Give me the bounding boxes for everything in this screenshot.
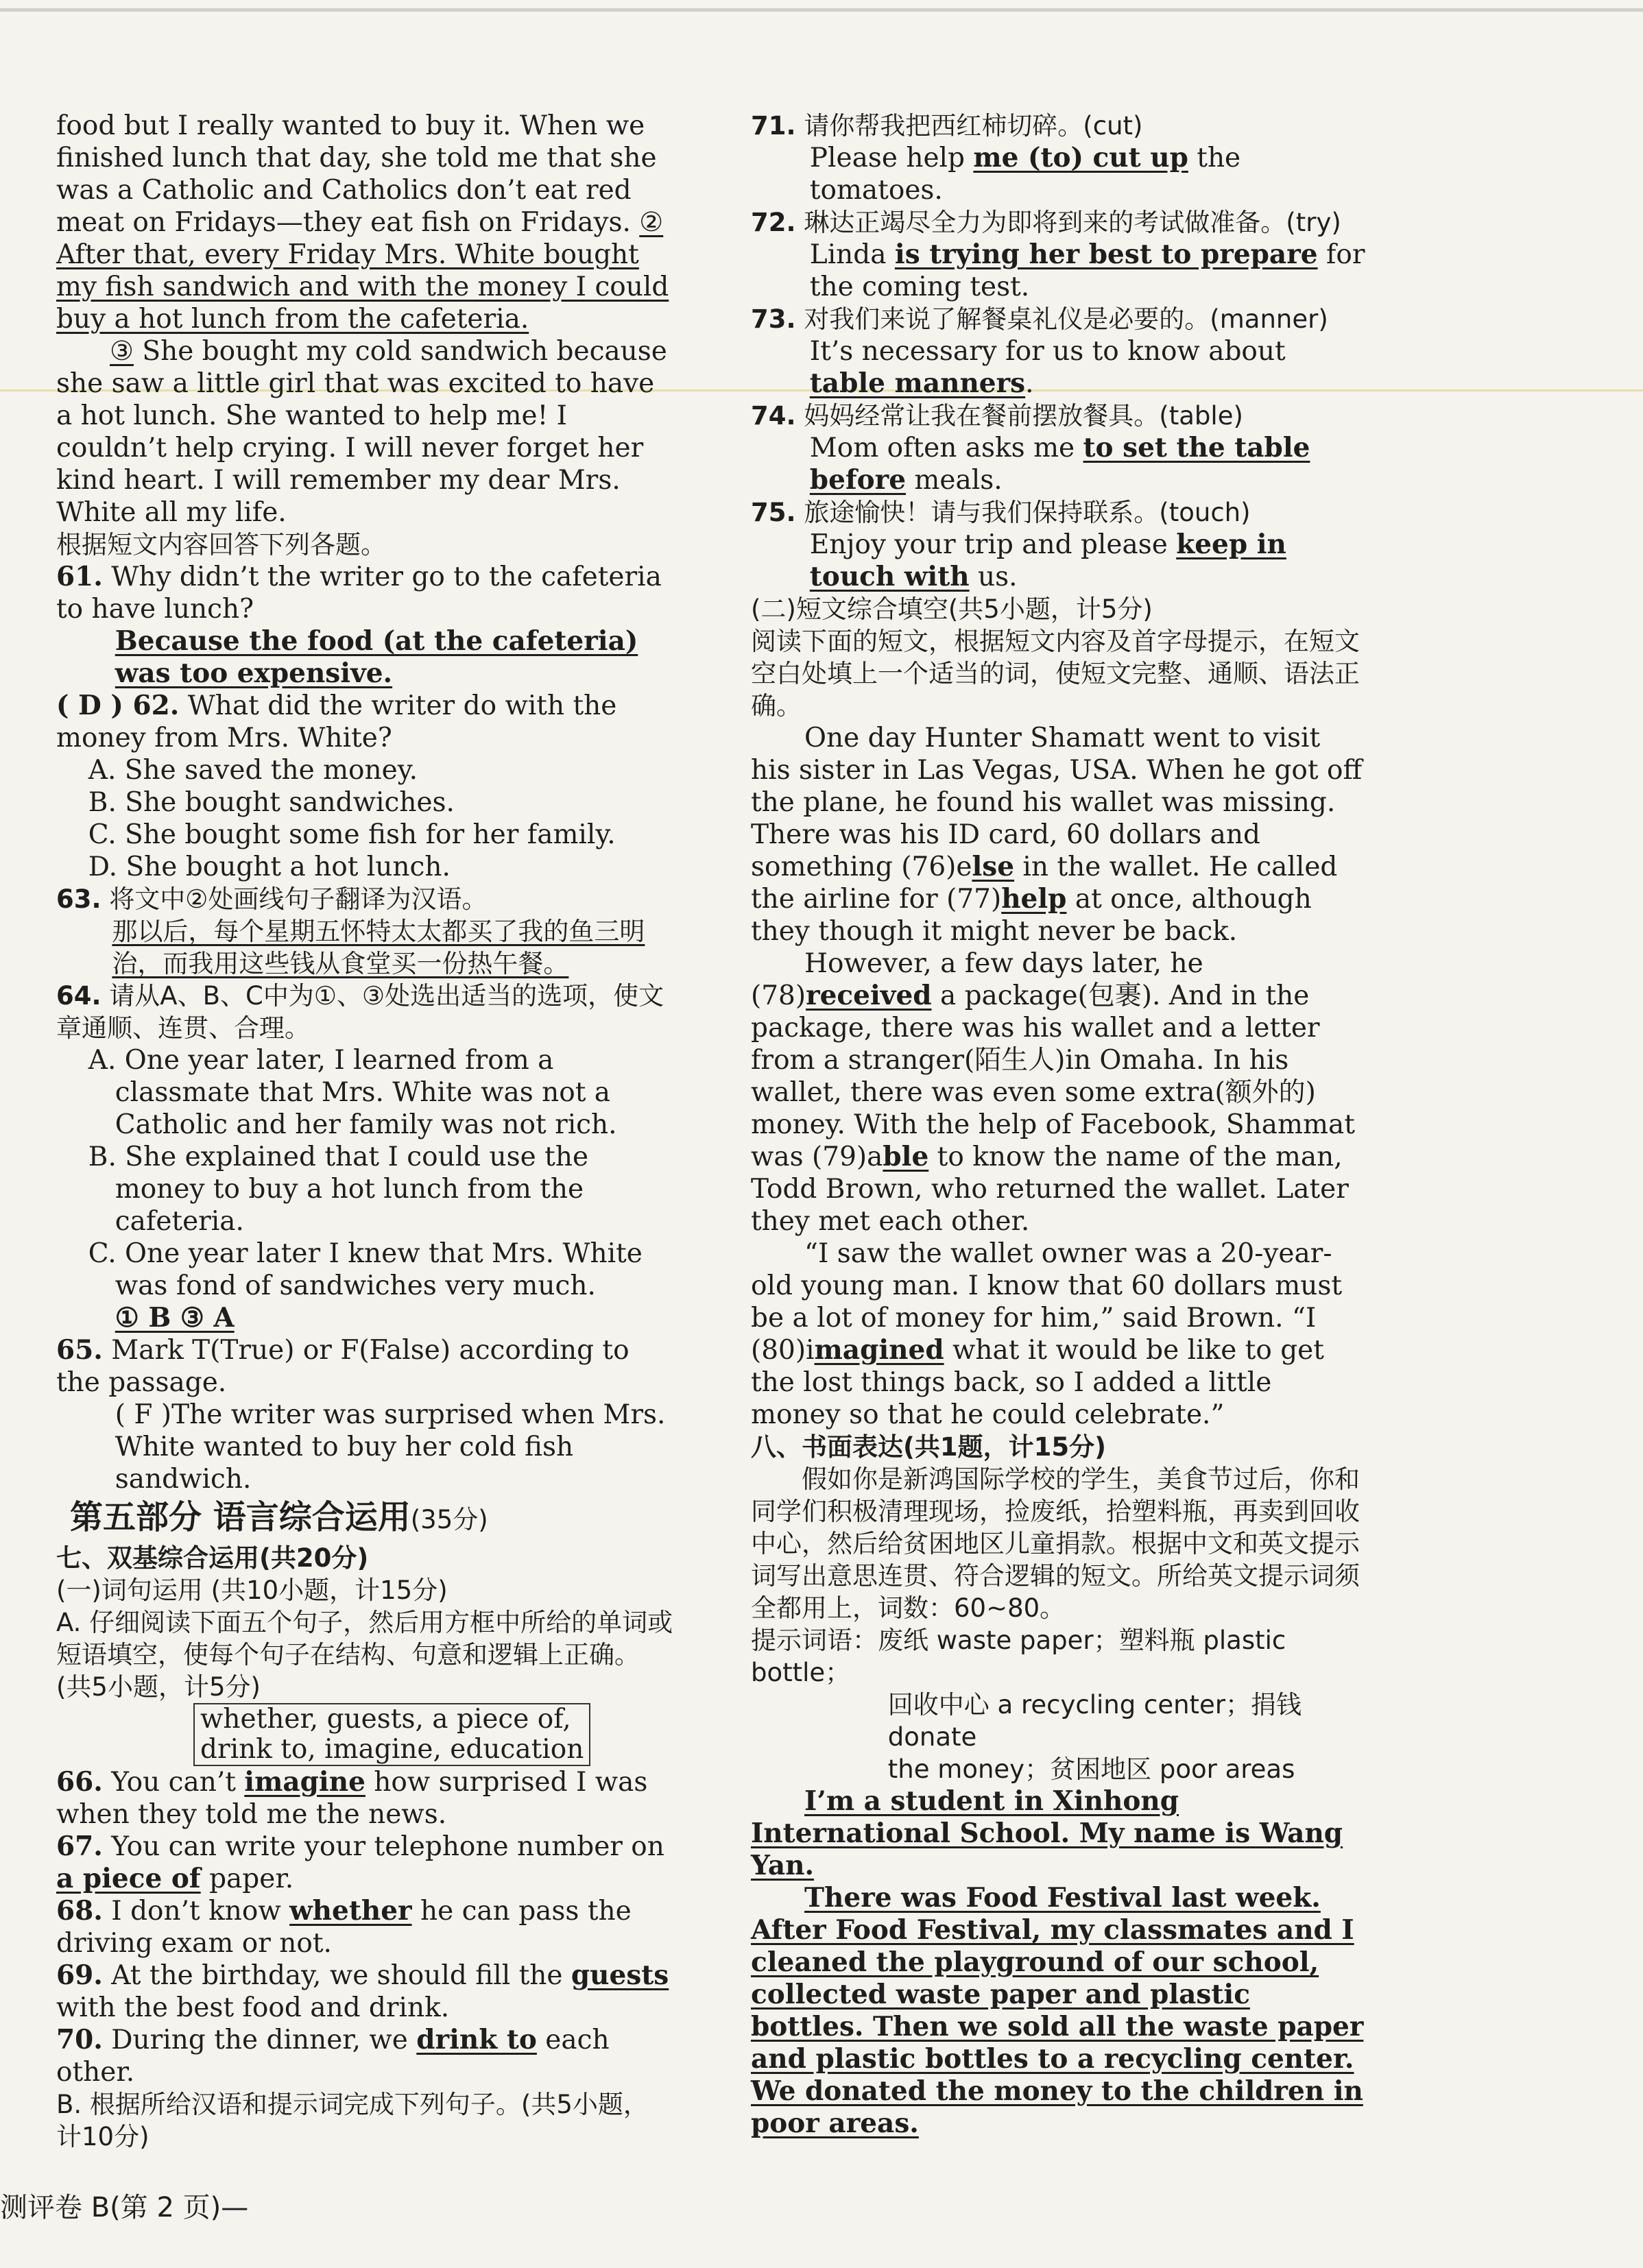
subsection-heading: (一)词句运用 (共10小题，计15分) (56, 1576, 448, 1605)
section-b-instruction: B. 根据所给汉语和提示词完成下列句子。(共5小题，计10分) (56, 2090, 649, 2151)
top-rule (0, 8, 1643, 12)
word-box: whether, guests, a piece of, drink to, imagine, education (193, 1703, 590, 1766)
option: C. One year later I knew that Mrs. White was fond of sandwiches very much. (88, 1238, 643, 1301)
section-7-heading: 七、双基综合运用(共20分) (56, 1543, 369, 1573)
passage-paragraph: ③ She bought my cold sandwich because she saw a little girl that was excited to have a hot lunch. She wanted to help me! I couldn’t help crying. I will never forget her kind heart. I will remember my dear Mrs. White all my life. (56, 336, 667, 528)
writing-prompt: 假如你是新鸿国际学校的学生，美食节过后，你和同学们积极清理现场，捡废纸，拾塑料瓶，再卖到回收中心，然后给贫困地区儿童捐款。根据中文和英文提示词写出意思连贯、符合逻辑的短文。所给英文提示词须全都用上，词数：60~80。 (751, 1464, 1360, 1623)
question-75: 75. 旅途愉快！请与我们保持联系。(touch) (751, 498, 1251, 527)
question-67: 67. You can write your telephone number on a piece of paper. (56, 1831, 664, 1894)
hint-words: 回收中心 a recycling center；捐钱 donate (887, 1690, 1302, 1752)
option: C. She bought some fish for her family. (88, 819, 616, 850)
answer-61: Because the food (at the cafeteria) was too expensive. (115, 625, 638, 689)
essay-paragraph: I’m a student in Xinhong International School. My name is Wang Yan. (751, 1785, 1343, 1881)
question-61: 61. Why didn’t the writer go to the cafeteria to have lunch? (56, 561, 662, 625)
question-69: 69. At the birthday, we should fill the guests with the best food and drink. (56, 1959, 669, 2023)
question-62: ( D ) 62. What did the writer do with the money from Mrs. White? (56, 690, 617, 753)
section-a-instruction: A. 仔细阅读下面五个句子，然后用方框中所给的单词或短语填空，使每个句子在结构、句意和逻辑上正确。(共5小题，计5分) (56, 1608, 673, 1702)
answer-72: Linda is trying her best to prepare for the coming test. (809, 239, 1365, 302)
option: B. She bought sandwiches. (88, 787, 455, 818)
section-8-heading: 八、书面表达(共1题，计15分) (751, 1432, 1107, 1462)
passage-paragraph: food but I really wanted to buy it. When we finished lunch that day, she told me that she was a Catholic and Catholics don’t eat red meat on Fridays—they eat fish on Fridays. ② After that, every Friday Mrs. White bought my fish sandwich and with the money I could buy a hot lunch from the cafeteria. (56, 110, 669, 335)
hint-words: the money；贫困地区 poor areas (887, 1754, 1295, 1784)
answer-65: ( F )The writer was surprised when Mrs. White wanted to buy her cold fish sandwich. (115, 1399, 666, 1495)
question-70: 70. During the dinner, we drink to each other. (56, 2024, 610, 2088)
question-72: 72. 琳达正竭尽全力为即将到来的考试做准备。(try) (751, 208, 1341, 237)
page-footer: 测评卷 B(第 2 页)— (0, 2192, 249, 2223)
answer-73: It’s necessary for us to know about table manners. (809, 336, 1286, 399)
instruction: 根据短文内容回答下列各题。 (56, 530, 386, 559)
question-63: 63. 将文中②处画线句子翻译为汉语。 (56, 884, 488, 914)
answer-74: Mom often asks me to set the table before meals. (809, 432, 1310, 496)
essay-paragraph: There was Food Festival last week. After Food Festival, my classmates and I cleaned the playground of our school, collected waste paper and plastic bottles. Then we sold all the waste paper and plastic bottles to a recycling center. We donated the money to the children in poor areas. (751, 1882, 1364, 2139)
option: B. She explained that I could use the money to buy a hot lunch from the cafeteria. (88, 1142, 589, 1237)
cloze-paragraph: One day Hunter Shamatt went to visit his sister in Las Vegas, USA. When he got off the plane, he found his wallet was missing. There was his ID card, 60 dollars and something (76)else in the wallet. He called the airline for (77)help at once, although they though it might never be back. (751, 723, 1363, 947)
blank-3: ③ (110, 336, 134, 367)
question-71: 71. 请你帮我把西红柿切碎。(cut) (751, 111, 1143, 141)
subsection-heading: (二)短文综合填空(共5小题，计5分) (751, 594, 1153, 624)
question-68: 68. I don’t know whether he can pass the driving exam or not. (56, 1895, 632, 1959)
question-64: 64. 请从A、B、C中为①、③处选出适当的选项，使文章通顺、连贯、合理。 (56, 981, 664, 1043)
left-column (56, 110, 673, 2153)
cloze-instruction: 阅读下面的短文，根据短文内容及首字母提示，在短文空白处填上一个适当的词，使短文完整、通顺、语法正确。 (751, 627, 1360, 721)
cloze-paragraph: “I saw the wallet owner was a 20-year-old young man. I know that 60 dollars must be a lot of money for him,” said Brown. “I (80)imagined what it would be like to get the lost things back, so I added a little money so that he could celebrate.” (751, 1238, 1342, 1430)
cloze-paragraph: However, a few days later, he (78)received a package(包裹). And in the package, there was his wallet and a letter from a stranger(陌生人)in Omaha. In his wallet, there was even some extra(额外的) money. With the help of Facebook, Shammat was (79)able to know the name of the man, Todd Brown, who returned the wallet. Later they met each other. (751, 948, 1355, 1237)
right-column (751, 110, 1368, 2140)
underlined-sentence-2: ② After that, every Friday Mrs. White bought my fish sandwich and with the money I could buy a hot lunch from the cafeteria. (56, 207, 669, 335)
question-66: 66. You can’t imagine how surprised I was when they told me the news. (56, 1766, 648, 1830)
answer-71: Please help me (to) cut up the tomatoes. (809, 142, 1241, 206)
option: D. She bought a hot lunch. (88, 852, 451, 882)
option: A. She saved the money. (88, 755, 418, 786)
question-74: 74. 妈妈经常让我在餐前摆放餐具。(table) (751, 401, 1243, 431)
answer-75: Enjoy your trip and please keep in touch with us. (809, 529, 1286, 592)
question-73: 73. 对我们来说了解餐桌礼仪是必要的。(manner) (751, 304, 1328, 334)
answer-63: 那以后，每个星期五怀特太太都买了我的鱼三明治，而我用这些钱从食堂买一份热午餐。 (112, 917, 645, 978)
part5-heading: 第五部分 语言综合运用(35分) (70, 1498, 488, 1536)
answer-64: ① B ③ A (115, 1302, 235, 1334)
question-65: 65. Mark T(True) or F(False) according to the passage. (56, 1334, 629, 1398)
hint-words: 提示词语：废纸 waste paper；塑料瓶 plastic bottle； (751, 1626, 1286, 1687)
option: A. One year later, I learned from a classmate that Mrs. White was not a Catholic and her family was not rich. (88, 1045, 617, 1140)
